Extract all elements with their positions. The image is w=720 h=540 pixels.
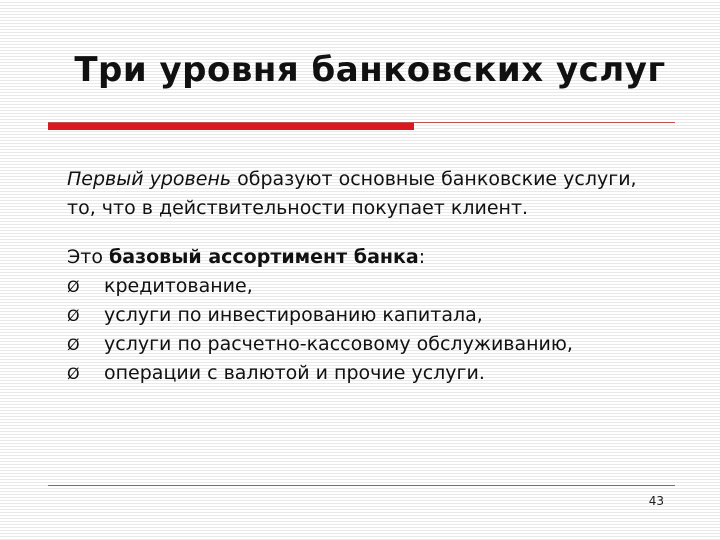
paragraph-first-level-line2: то, что в действительности покупает клиент. <box>67 197 529 219</box>
list-item <box>67 272 687 301</box>
list-item <box>67 359 687 388</box>
list-item <box>67 330 687 359</box>
basic-assortment-prefix: Это <box>67 246 109 268</box>
paragraph-first-level-line1: образуют основные банковские услуги, <box>231 168 637 190</box>
list-item <box>67 301 687 330</box>
arrow-bullet-icon: Ø <box>67 306 80 325</box>
list-item-text: операции с валютой и прочие услуги. <box>104 362 485 384</box>
services-list <box>67 272 687 388</box>
arrow-bullet-icon: Ø <box>67 277 80 296</box>
paragraph-basic-assortment <box>67 243 687 272</box>
title-divider-accent <box>48 123 414 130</box>
first-level-term: Первый уровень <box>67 168 232 190</box>
basic-assortment-suffix: : <box>418 246 426 268</box>
list-item-text: кредитование, <box>104 275 253 297</box>
arrow-bullet-icon: Ø <box>67 335 80 354</box>
arrow-bullet-icon: Ø <box>67 364 80 383</box>
list-item-text: услуги по расчетно-кассовому обслуживанию, <box>104 333 573 355</box>
paragraph-first-level <box>67 165 687 223</box>
list-item-text: услуги по инвестированию капитала, <box>104 304 483 326</box>
slide-body <box>67 165 687 388</box>
footer-divider <box>48 485 675 486</box>
page-number: 43 <box>648 494 664 508</box>
slide-title: Три уровня банковских услуг <box>74 50 666 90</box>
basic-assortment-term: базовый ассортимент банка <box>109 246 419 268</box>
